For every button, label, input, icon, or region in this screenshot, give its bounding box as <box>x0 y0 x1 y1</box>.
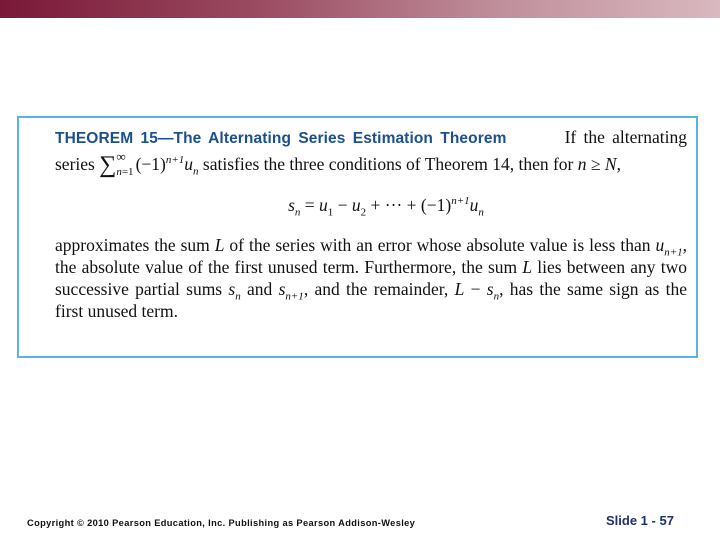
series-term-sub: n <box>193 165 199 178</box>
sum-upper-limit: ∞ <box>116 149 126 164</box>
series-term-u: u <box>184 154 194 174</box>
partial-sum-sn1: s <box>278 279 286 299</box>
intro-text: If the alternating series <box>55 127 687 174</box>
conclusion-text-3: , the absolute value of the first unused term. Furthermore, the sum <box>55 235 688 277</box>
formula-u1: u <box>319 195 328 215</box>
remainder-minus: − <box>464 279 487 299</box>
intro-text-2: satisfies the three conditions of Theorem 14, then for <box>202 154 574 174</box>
formula-minus: − <box>333 195 352 215</box>
formula-s-sub: n <box>294 206 301 219</box>
condition-end: , <box>616 154 621 174</box>
theorem-text <box>55 126 687 322</box>
sum-index-var: n <box>116 166 122 178</box>
theorem-intro <box>55 126 687 178</box>
partial-sum-sn1-sub: n+1 <box>285 290 304 303</box>
partial-sum-sn: s <box>228 279 236 299</box>
theorem-box <box>17 116 698 358</box>
formula-exponent: n+1 <box>451 195 470 208</box>
sum-index-start: =1 <box>121 166 134 178</box>
formula-s: s <box>288 195 295 215</box>
conclusion-text-6: , and the remainder, <box>303 279 455 299</box>
formula-equals: = <box>300 195 320 215</box>
formula-sign-factor: (−1) <box>420 195 452 215</box>
conclusion-text-7: , has the same sign as the first unused term. <box>55 279 687 321</box>
conclusion-text-4: lies between any two successive partial sums <box>55 257 687 299</box>
formula-un: u <box>469 195 479 215</box>
remainder-s: s <box>486 279 494 299</box>
conclusion-text-2: of the series with an error whose absolute value is less than <box>224 235 656 255</box>
formula-u2-sub: 2 <box>360 206 367 219</box>
sum-L: L <box>214 235 225 255</box>
next-term-u: u <box>655 235 665 255</box>
partial-sum-sn-sub: n <box>235 290 241 303</box>
summation-sign: ∑ <box>99 152 117 178</box>
condition-n: n <box>577 154 587 174</box>
title-banner <box>0 0 720 18</box>
formula-u1-sub: 1 <box>327 206 334 219</box>
sum-lower-limit <box>116 167 133 178</box>
conclusion-text-1: approximates the sum <box>55 235 215 255</box>
formula-un-sub: n <box>478 206 484 219</box>
partial-sum-formula <box>55 194 687 219</box>
series-term-factor: (−1) <box>135 154 166 174</box>
formula-u2: u <box>351 195 361 215</box>
summation-limits <box>116 150 133 178</box>
formula-plus-dots: + ··· + <box>366 195 421 215</box>
next-term-sub: n+1 <box>664 246 683 259</box>
remainder-s-sub: n <box>493 290 500 303</box>
sum-L-2: L <box>522 257 533 277</box>
condition-relation: ≥ <box>586 154 605 174</box>
series-term-exponent: n+1 <box>165 154 185 167</box>
conclusion-text-5: and <box>240 279 279 299</box>
slide-number: Slide 1 - 57 <box>606 513 674 528</box>
theorem-heading: THEOREM 15—The Alternating Series Estimation Theorem <box>55 130 507 147</box>
remainder-L: L <box>454 279 465 299</box>
theorem-conclusion <box>55 234 687 322</box>
copyright-notice: Copyright © 2010 Pearson Education, Inc. Publishing as Pearson Addison-Wesley <box>27 518 416 528</box>
condition-N: N <box>604 154 617 174</box>
